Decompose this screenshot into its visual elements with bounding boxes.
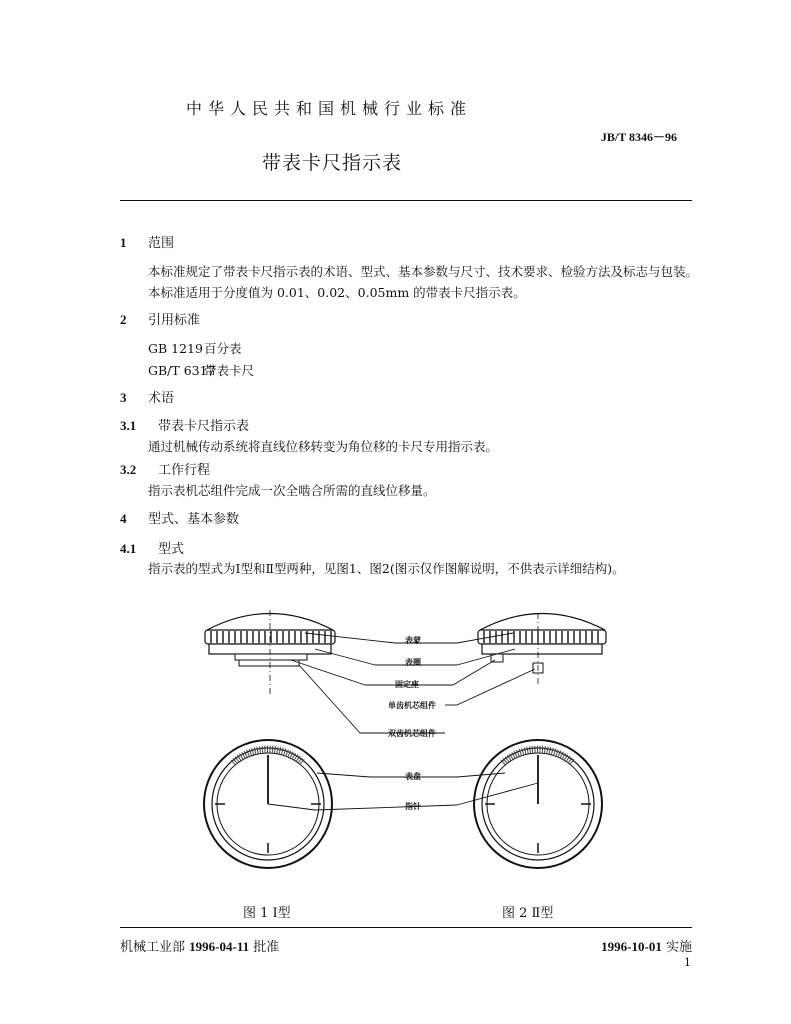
indicator-figure	[195, 605, 635, 880]
reference-item: GB 1219百分表	[148, 341, 242, 356]
section-2-heading: 2 引用标准	[120, 312, 201, 328]
section-3-2-heading: 3.2 工作行程	[120, 462, 211, 478]
section-4-1-text: 指示表的型式为Ⅰ型和Ⅱ型两种，见图1、图2(图示仅作图解说明，不供表示详细结构)。	[148, 561, 625, 576]
section-3-2-definition: 指示表机芯组件完成一次全啮合所需的直线位移量。	[148, 483, 436, 498]
label-bezel: 表蒙	[405, 636, 421, 645]
label-dial: 表盘	[405, 772, 421, 781]
label-ring: 表圈	[405, 658, 421, 667]
footer-rule	[120, 927, 692, 928]
reference-item: GB/T 6317带表卡尺	[148, 363, 255, 378]
header-rule	[120, 200, 692, 201]
section-4-1-heading: 4.1 型式	[120, 541, 185, 557]
type-1-dial	[204, 740, 332, 868]
section-4-heading: 4 型式、基本参数	[120, 511, 240, 527]
label-mount: 固定座	[395, 680, 419, 689]
type-2-side-view	[478, 613, 606, 685]
standard-code: JB/T 8346－96	[600, 130, 677, 144]
section-1-paragraph-2: 本标准适用于分度值为 0.01、0.02、0.05mm 的带表卡尺指示表。	[148, 285, 526, 300]
section-3-1-definition: 通过机械传动系统将直线位移转变为角位移的卡尺专用指示表。	[148, 439, 499, 454]
section-1-heading: 1 范围	[120, 235, 175, 251]
label-double-tooth-core: 双齿机芯组件	[388, 729, 436, 738]
label-pointer: 指针	[405, 802, 421, 811]
type-2-dial	[474, 740, 602, 868]
page-number: 1	[684, 956, 691, 969]
figure-1-caption: 图 1 Ⅰ型	[243, 906, 291, 921]
section-3-heading: 3 术语	[120, 390, 175, 406]
section-1-paragraph-1: 本标准规定了带表卡尺指示表的术语、型式、基本参数与尺寸、技术要求、检验方法及标志与包装。	[148, 264, 699, 279]
issuing-organization: 中华人民共和国机械行业标准	[186, 99, 473, 118]
figure-2-caption: 图 2 Ⅱ型	[502, 906, 554, 921]
type-1-side-view	[205, 610, 335, 695]
document-title: 带表卡尺指示表	[262, 152, 403, 174]
implementation-line: 1996-10-01 实施	[601, 939, 692, 955]
section-3-1-heading: 3.1 带表卡尺指示表	[120, 418, 250, 434]
label-single-tooth-core: 单齿机芯组件	[388, 701, 436, 710]
approval-line: 机械工业部 1996-04-11 批准	[120, 939, 280, 955]
